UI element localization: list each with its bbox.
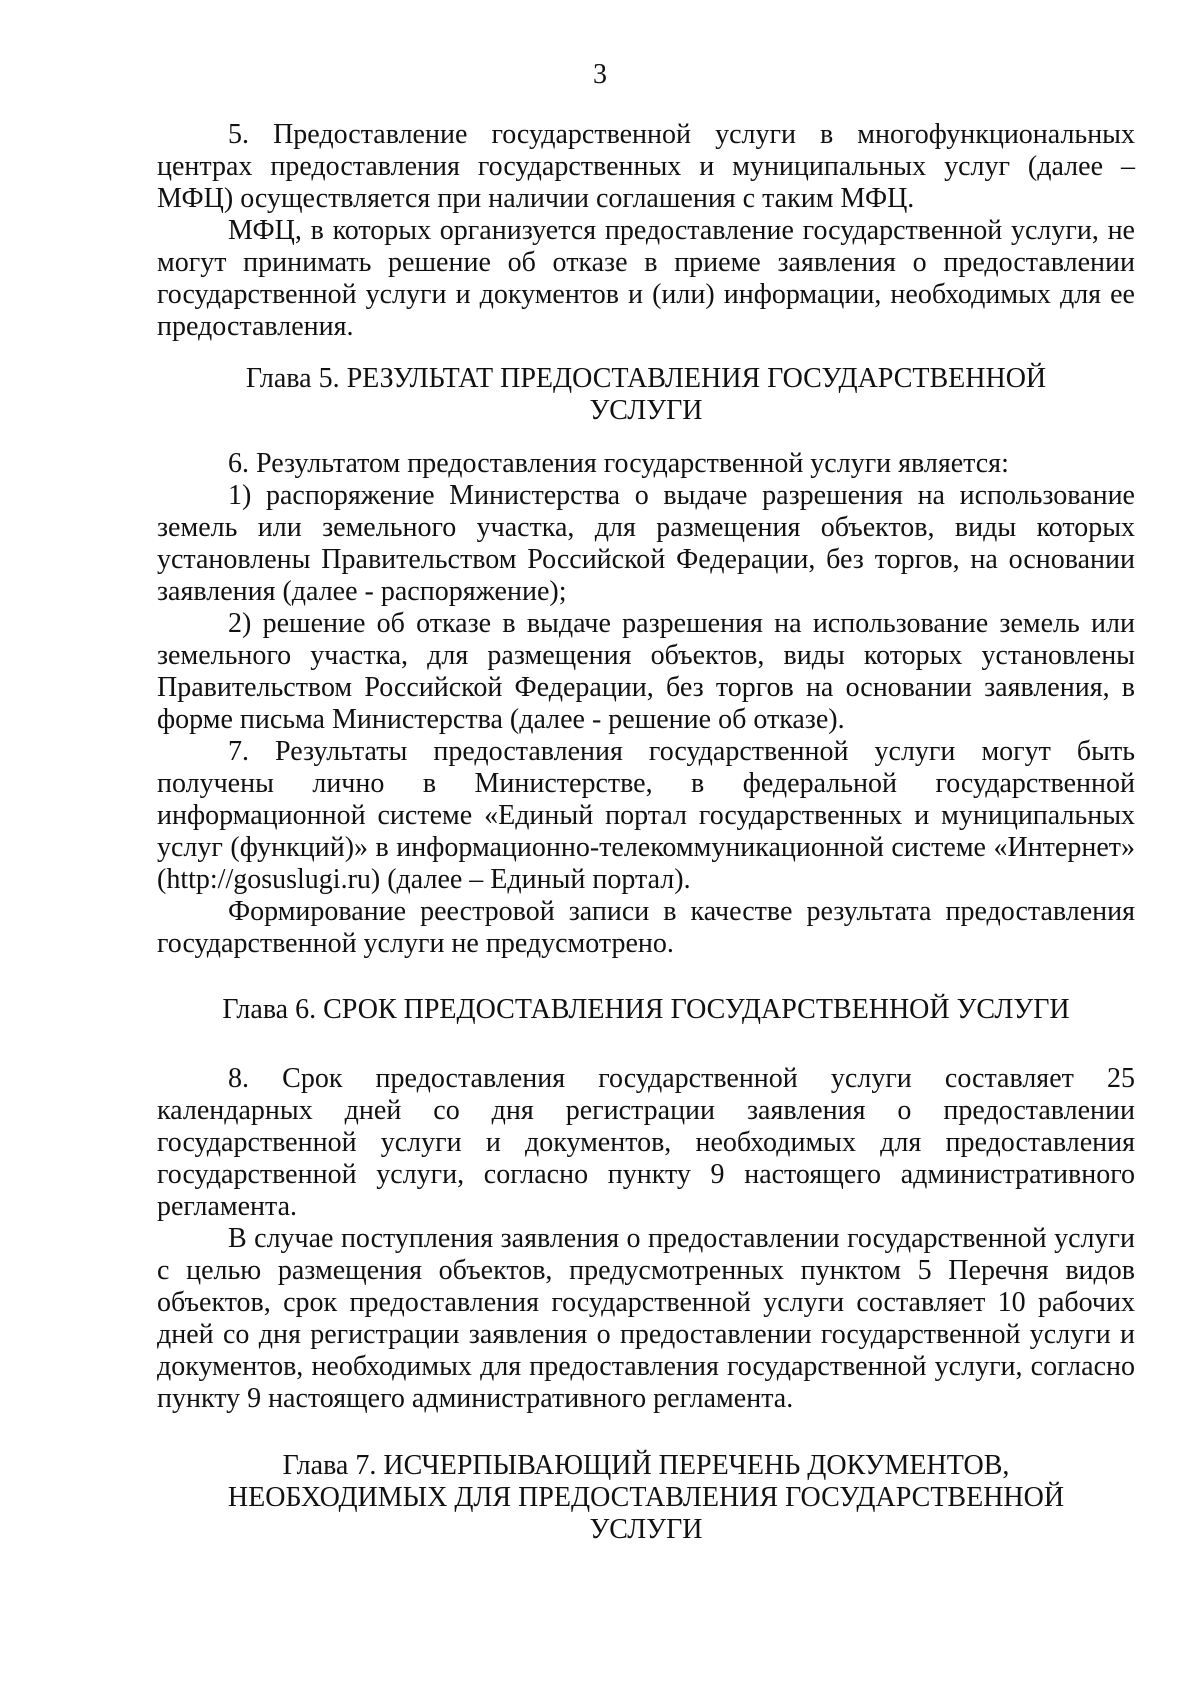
page-number: 3 [593, 59, 607, 90]
paragraph-7-registry: Формирование реестровой записи в качестве результата предоставления государственной услуги не предусмотрено. [157, 896, 1135, 959]
chapter-6-heading: Глава 6. СРОК ПРЕДОСТАВЛЕНИЯ ГОСУДАРСТВЕННОЙ УСЛУГИ [222, 994, 1070, 1025]
document-body [157, 119, 1135, 1546]
paragraph-6-item-1: 1) распоряжение Министерства о выдаче разрешения на использование земель или земельного участка, для размещения объектов, виды которых установлены Правительством Российской Федерации, без торгов, на основании заявления (далее - распоряжение); [157, 480, 1135, 607]
chapter-7-heading-line-2: НЕОБХОДИМЫХ ДЛЯ ПРЕДОСТАВЛЕНИЯ ГОСУДАРСТВЕННОЙ [227, 1482, 1065, 1513]
paragraph-8: 8. Срок предоставления государственной услуги составляет 25 календарных дней со дня регистрации заявления о предоставлении государственной услуги и документов, необходимых для предоставления государственной услуги, согласно пункту 9 настоящего административного регламента. [157, 1063, 1135, 1222]
chapter-5-heading-line-2: УСЛУГИ [589, 395, 703, 426]
paragraph-6: 6. Результатом предоставления государственной услуги является: [228, 448, 1009, 479]
paragraph-7: 7. Результаты предоставления государственной услуги могут быть получены лично в Министерстве, в федеральной государственной информационной системе «Единый портал государственных и муниципальных услуг (функций)» в информационно-телекоммуникационной системе «Интернет» (http://gosuslugi.ru) (далее – Единый портал). [157, 736, 1135, 895]
chapter-7-heading-line-1: Глава 7. ИСЧЕРПЫВАЮЩИЙ ПЕРЕЧЕНЬ ДОКУМЕНТОВ, [282, 1450, 1010, 1481]
paragraph-8-case: В случае поступления заявления о предоставлении государственной услуги с целью размещения объектов, предусмотренных пунктом 5 Перечня видов объектов, срок предоставления государственной услуги составляет 10 рабочих дней со дня регистрации заявления о предоставлении государственной услуги и документов, необходимых для предоставления государственной услуги, согласно пункту 9 настоящего административного регламента. [157, 1223, 1135, 1414]
chapter-5-heading [157, 363, 1135, 427]
chapter-7-heading [157, 1450, 1135, 1546]
paragraph-5: 5. Предоставление государственной услуги в многофункциональных центрах предоставления государственных и муниципальных услуг (далее – МФЦ) осуществляется при наличии соглашения с таким МФЦ. [157, 119, 1135, 214]
paragraph-5-mfc: МФЦ, в которых организуется предоставление государственной услуги, не могут принимать решение об отказе в приеме заявления о предоставлении государственной услуги и документов и (или) информации, необходимых для ее предоставления. [157, 215, 1135, 342]
chapter-5-heading-line-1: Глава 5. РЕЗУЛЬТАТ ПРЕДОСТАВЛЕНИЯ ГОСУДАРСТВЕННОЙ [245, 363, 1047, 394]
chapter-7-heading-line-3: УСЛУГИ [589, 1514, 703, 1545]
paragraph-6-item-2: 2) решение об отказе в выдаче разрешения на использование земель или земельного участка, для размещения объектов, виды которых установлены Правительством Российской Федерации, без торгов на основании заявления, в форме письма Министерства (далее - решение об отказе). [157, 608, 1135, 735]
